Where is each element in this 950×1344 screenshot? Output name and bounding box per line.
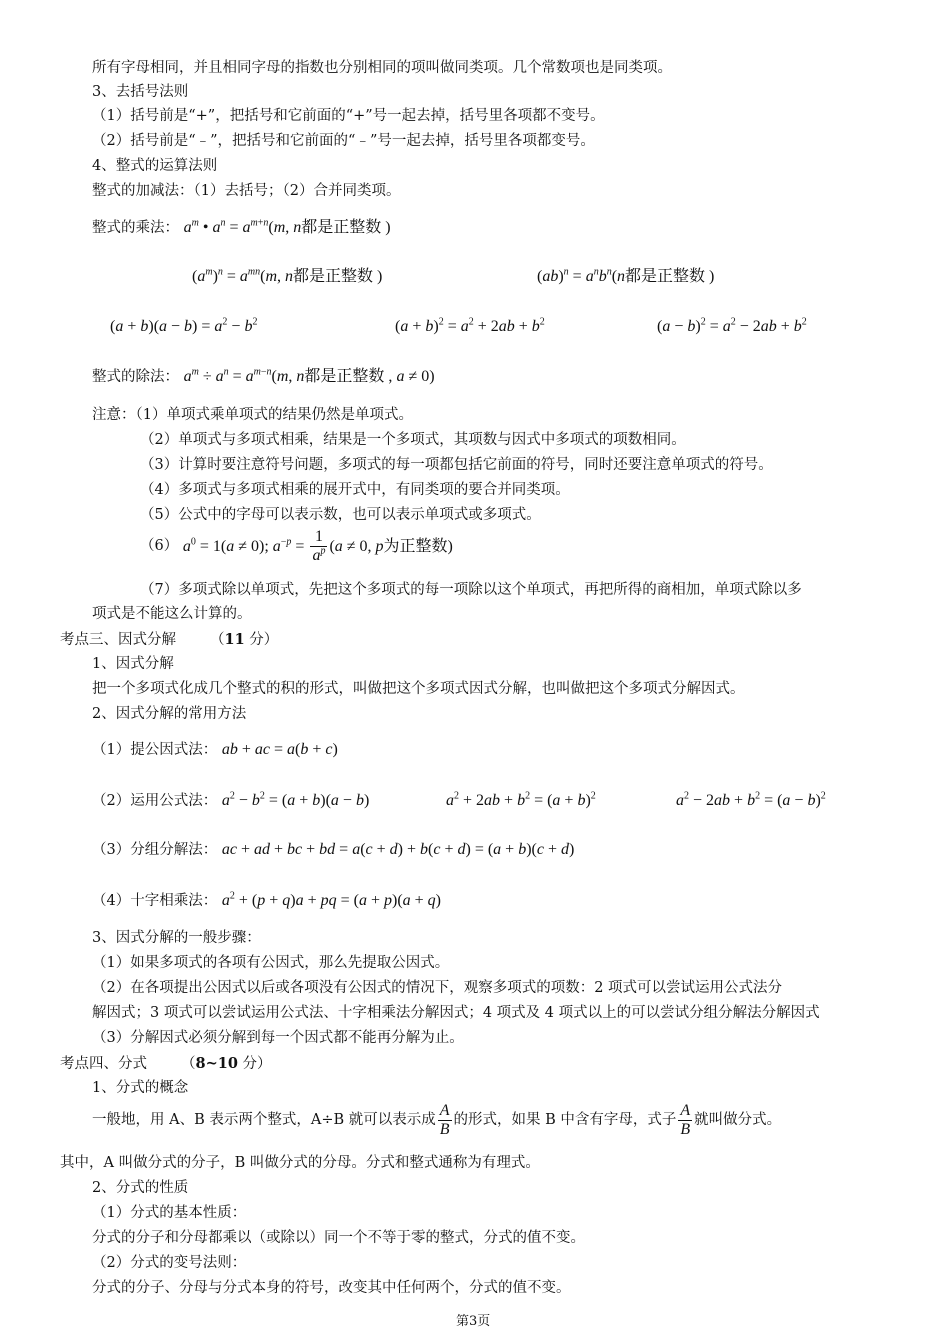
section-fractions-title bbox=[60, 1055, 272, 1073]
note-6 bbox=[140, 528, 453, 566]
note-3: （3）计算时要注意符号问题，多项式的每一项都包括它前面的符号，同时还要注意单项式的符号。 bbox=[140, 457, 773, 473]
property-1-title: （1）分式的基本性质： bbox=[92, 1205, 247, 1221]
formula-power-of-product: $(ab)^n = a^nb^n(n$都是正整数 ) bbox=[537, 266, 715, 285]
mul-label: 整式的乘法： bbox=[92, 220, 179, 236]
step-3: （3）分解因式必须分解到每一个因式都不能再分解为止。 bbox=[92, 1030, 464, 1046]
k3-score-close: 分） bbox=[244, 632, 279, 648]
heading-fraction-properties: 2、分式的性质 bbox=[92, 1180, 189, 1196]
property-1-text: 分式的分子和分母都乘以（或除以）同一个不等于零的整式，分式的值不变。 bbox=[92, 1230, 585, 1246]
formula-factor-square-sum: $a^2 + 2ab + b^2 = (a + b)^2$ bbox=[446, 790, 596, 809]
note-1: 注意：（1）单项式乘单项式的结果仍然是单项式。 bbox=[92, 407, 413, 423]
heading-general-steps: 3、因式分解的一般步骤： bbox=[92, 930, 261, 946]
note-4: （4）多项式与多项式相乘的展开式中，有同类项的要合并同类项。 bbox=[140, 482, 570, 498]
formula-power-of-power: $(a^m)^n = a^{mn}(m$, n都是正整数 ) bbox=[192, 266, 383, 285]
fraction-terms: 其中，A 叫做分式的分子，B 叫做分式的分母。分式和整式通称为有理式。 bbox=[60, 1155, 540, 1171]
text-line-like-terms: 所有字母相同，并且相同字母的指数也分别相同的项叫做同类项。几个常数项也是同类项。 bbox=[92, 60, 672, 76]
formula-grouping: ac + ad + bc + bd = a(c + d) + b(c + d) = (a + b)(c + d) bbox=[221, 841, 575, 858]
formula-common-factor: ab + ac = a(b + c) bbox=[221, 741, 338, 758]
k4-score-close: 分） bbox=[237, 1056, 272, 1072]
k4-title: 考点四、分式 bbox=[60, 1056, 147, 1072]
heading-factorization: 1、因式分解 bbox=[92, 656, 174, 672]
heading-operation-rules: 4、整式的运算法则 bbox=[92, 158, 218, 174]
step-2-line2: 解因式；3 项式可以尝试运用公式法、十字相乘法分解因式；4 项式及 4 项式以上的可以尝试分组分解法分解因式 bbox=[92, 1005, 820, 1021]
heading-remove-brackets: 3、去括号法则 bbox=[92, 84, 189, 100]
factorization-definition: 把一个多项式化成几个整式的积的形式，叫做把这个多项式因式分解，也叫做把这个多项式分解因式。 bbox=[92, 681, 745, 697]
fraction-concept-part-a: 一般地，用 A、B 表示两个整式，A÷B 就可以表示成 bbox=[92, 1112, 436, 1129]
div-label: 整式的除法： bbox=[92, 369, 179, 385]
formula-zero-negative-exponent: $a^0 = 1(a \ne 0)$; $a^{-p}$ = $\frac{1}{a^p}$ (a ≠ 0, p为正整数) bbox=[182, 528, 453, 565]
k3-title: 考点三、因式分解 bbox=[60, 632, 176, 648]
note-7-line1: （7）多项式除以单项式，先把这个多项式的每一项除以这个单项式，再把所得的商相加，单项式除以多 bbox=[140, 582, 802, 598]
bracket-rule-minus: （2）括号前是“﹣”，把括号和它前面的“﹣”号一起去掉，括号里各项都变号。 bbox=[92, 133, 595, 149]
fraction-concept-part-c: 就叫做分式。 bbox=[694, 1112, 782, 1129]
method-2-label: （2）运用公式法： bbox=[92, 793, 218, 809]
k4-score-open: （ bbox=[181, 1056, 196, 1072]
formula-square-of-sum: $(a + b)^2 = a^2 + 2ab + b^2$ bbox=[395, 316, 545, 335]
property-2-title: （2）分式的变号法则： bbox=[92, 1255, 247, 1271]
method-3-label: （3）分组分解法： bbox=[92, 842, 218, 858]
division-rule bbox=[92, 367, 435, 386]
method-common-factor bbox=[92, 740, 338, 759]
formula-square-of-difference: $(a - b)^2 = a^2 - 2ab + b^2$ bbox=[657, 316, 807, 335]
method-grouping bbox=[92, 840, 574, 859]
fraction-numerator-2: A bbox=[680, 1102, 691, 1119]
method-formula bbox=[92, 791, 369, 810]
note-2: （2）单项式与多项式相乘，结果是一个多项式，其项数与因式中多项式的项数相同。 bbox=[140, 432, 686, 448]
add-sub-rule: 整式的加减法：（1）去括号；（2）合并同类项。 bbox=[92, 183, 401, 199]
method-cross-multiplication bbox=[92, 891, 441, 910]
note-7-line2: 项式是不能这么计算的。 bbox=[92, 606, 252, 622]
method-4-label: （4）十字相乘法： bbox=[92, 893, 218, 909]
bracket-rule-plus: （1）括号前是“+”，把括号和它前面的“+”号一起去掉，括号里各项都不变号。 bbox=[92, 108, 605, 124]
multiplication-rule bbox=[92, 218, 391, 237]
formula-factor-diff-squares: $a^2 - b^2 = (a + b)(a - b)$ bbox=[221, 790, 370, 809]
formula-power-quotient: $a^m \div a^n = a^{m-n}(m$, n都是正整数 , a ≠ 0) bbox=[183, 366, 435, 385]
k3-score-open: （ bbox=[210, 632, 225, 648]
method-1-label: （1）提公因式法： bbox=[92, 742, 218, 758]
formula-power-product: $a^m$ • $a^n = a^{m+n}(m$, n都是正整数 ) bbox=[183, 217, 391, 236]
fraction-denominator: B bbox=[439, 1121, 450, 1139]
fraction-a-over-b-2 bbox=[678, 1102, 692, 1140]
step-1: （1）如果多项式的各项有公因式，那么先提取公因式。 bbox=[92, 955, 450, 971]
page-number: 第3页 bbox=[456, 1314, 491, 1329]
property-2-text: 分式的分子、分母与分式本身的符号，改变其中任何两个，分式的值不变。 bbox=[92, 1280, 571, 1296]
fraction-a-over-b bbox=[438, 1102, 452, 1140]
fraction-numerator: A bbox=[439, 1102, 450, 1119]
formula-difference-of-squares: $(a + b)(a - b) = a^2 - b^2$ bbox=[110, 316, 258, 335]
note-6-prefix: （6） bbox=[140, 538, 179, 555]
formula-cross-multiplication: $a^2 + (p + q)a$ + pq = (a + p)(a + q) bbox=[221, 890, 441, 909]
fraction-concept-part-b: 的形式，如果 B 中含有字母，式子 bbox=[453, 1112, 677, 1129]
heading-common-methods: 2、因式分解的常用方法 bbox=[92, 706, 247, 722]
formula-factor-square-diff: $a^2 - 2ab + b^2 = (a - b)^2$ bbox=[676, 790, 826, 809]
step-2-line1: （2）在各项提出公因式以后或各项没有公因式的情况下，观察多项式的项数：2 项式可以尝试运用公式法分 bbox=[92, 980, 783, 996]
heading-fraction-concept: 1、分式的概念 bbox=[92, 1080, 189, 1096]
note-5: （5）公式中的字母可以表示数，也可以表示单项式或多项式。 bbox=[140, 507, 541, 523]
fraction-concept-text bbox=[92, 1102, 781, 1140]
k4-score-num: 8~10 bbox=[195, 1055, 238, 1072]
fraction-denominator-2: B bbox=[680, 1121, 691, 1139]
section-factorization-title bbox=[60, 631, 278, 649]
k3-score-num: 11 bbox=[224, 631, 245, 648]
